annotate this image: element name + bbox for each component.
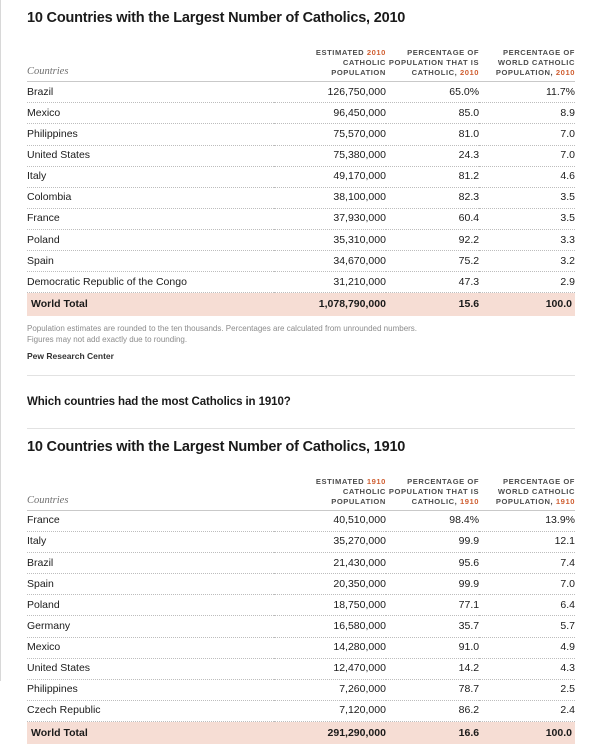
col-header-year: 1910 bbox=[555, 496, 575, 506]
catholics-2010-table bbox=[27, 48, 575, 316]
cell-pct-world: 3.2 bbox=[479, 251, 575, 272]
table-2-body bbox=[27, 510, 575, 744]
col-header-line1: PERCENTAGE OF bbox=[503, 47, 575, 57]
table-row bbox=[27, 553, 575, 574]
cell-country: United States bbox=[27, 658, 274, 679]
cell-pct-world: 7.4 bbox=[479, 553, 575, 574]
table-row bbox=[27, 145, 575, 166]
table-row bbox=[27, 510, 575, 531]
table-1-header bbox=[27, 48, 575, 82]
content-wrapper bbox=[1, 0, 600, 744]
cell-total-pct-catholic: 15.6 bbox=[386, 293, 479, 316]
cell-pct-world: 7.0 bbox=[479, 145, 575, 166]
col-header-line1: PERCENTAGE OF bbox=[407, 47, 480, 57]
cell-pct-catholic: 78.7 bbox=[386, 679, 479, 700]
col-header-line2: WORLD CATHOLIC bbox=[497, 486, 575, 496]
cell-population: 49,170,000 bbox=[274, 166, 386, 187]
cell-pct-world: 5.7 bbox=[479, 616, 575, 637]
cell-pct-catholic: 95.6 bbox=[386, 553, 479, 574]
cell-population: 7,260,000 bbox=[274, 679, 386, 700]
cell-population: 126,750,000 bbox=[274, 82, 386, 103]
col-header-line2: WORLD CATHOLIC bbox=[497, 57, 575, 67]
cell-country: Philippines bbox=[27, 679, 274, 700]
col-header-countries: Countries bbox=[27, 48, 274, 82]
col-header-year: 1910 bbox=[366, 476, 386, 486]
table-row bbox=[27, 82, 575, 103]
catholics-1910-table bbox=[27, 477, 575, 744]
cell-pct-catholic: 86.2 bbox=[386, 700, 479, 721]
question-heading: Which countries had the most Catholics in 1910? bbox=[27, 395, 291, 408]
table-row bbox=[27, 679, 575, 700]
table-row bbox=[27, 595, 575, 616]
spacer bbox=[27, 376, 575, 396]
cell-country: Germany bbox=[27, 616, 274, 637]
cell-pct-world: 2.4 bbox=[479, 700, 575, 721]
cell-pct-catholic: 82.3 bbox=[386, 187, 479, 208]
table-1-body bbox=[27, 82, 575, 316]
col-header-countries: Countries bbox=[27, 477, 274, 511]
spacer bbox=[27, 457, 575, 477]
table-2-header bbox=[27, 477, 575, 511]
cell-population: 14,280,000 bbox=[274, 637, 386, 658]
cell-population: 7,120,000 bbox=[274, 700, 386, 721]
col-header-line3: CATHOLIC, bbox=[411, 496, 458, 506]
col-header-pct-catholic bbox=[386, 48, 479, 82]
cell-pct-world: 4.9 bbox=[479, 637, 575, 658]
cell-pct-catholic: 92.2 bbox=[386, 230, 479, 251]
col-header-line3: POPULATION bbox=[331, 68, 386, 78]
cell-population: 20,350,000 bbox=[274, 574, 386, 595]
cell-country: France bbox=[27, 208, 274, 229]
cell-country: Philippines bbox=[27, 124, 274, 145]
table-row bbox=[27, 574, 575, 595]
cell-country: Spain bbox=[27, 574, 274, 595]
cell-pct-catholic: 14.2 bbox=[386, 658, 479, 679]
cell-pct-catholic: 60.4 bbox=[386, 208, 479, 229]
table-row bbox=[27, 230, 575, 251]
cell-population: 18,750,000 bbox=[274, 595, 386, 616]
table-row bbox=[27, 208, 575, 229]
cell-country: Poland bbox=[27, 595, 274, 616]
cell-pct-world: 7.0 bbox=[479, 574, 575, 595]
table-1-title: 10 Countries with the Largest Number of Catholics, 2010 bbox=[27, 10, 406, 26]
table-row bbox=[27, 166, 575, 187]
cell-total-population: 291,290,000 bbox=[274, 722, 386, 744]
cell-population: 96,450,000 bbox=[274, 103, 386, 124]
cell-population: 16,580,000 bbox=[274, 616, 386, 637]
cell-country: Brazil bbox=[27, 553, 274, 574]
cell-population: 34,670,000 bbox=[274, 251, 386, 272]
cell-population: 31,210,000 bbox=[274, 272, 386, 293]
col-header-pct-world bbox=[479, 477, 575, 511]
cell-total-label: World Total bbox=[27, 722, 274, 744]
col-header-year: 1910 bbox=[459, 496, 480, 506]
cell-population: 37,930,000 bbox=[274, 208, 386, 229]
table-row bbox=[27, 187, 575, 208]
cell-pct-catholic: 77.1 bbox=[386, 595, 479, 616]
col-header-line2: CATHOLIC bbox=[342, 57, 386, 67]
cell-total-pct-world: 100.0 bbox=[479, 722, 575, 744]
table-row bbox=[27, 700, 575, 721]
cell-country: Mexico bbox=[27, 637, 274, 658]
cell-pct-world: 7.0 bbox=[479, 124, 575, 145]
spacer bbox=[27, 408, 575, 428]
table-row bbox=[27, 616, 575, 637]
col-header-year: 2010 bbox=[555, 68, 575, 78]
cell-pct-catholic: 24.3 bbox=[386, 145, 479, 166]
cell-pct-catholic: 75.2 bbox=[386, 251, 479, 272]
cell-pct-catholic: 81.0 bbox=[386, 124, 479, 145]
cell-pct-world: 2.9 bbox=[479, 272, 575, 293]
cell-population: 75,380,000 bbox=[274, 145, 386, 166]
table-row bbox=[27, 103, 575, 124]
cell-pct-world: 13.9% bbox=[479, 510, 575, 531]
col-header-line2: CATHOLIC bbox=[342, 486, 386, 496]
cell-population: 75,570,000 bbox=[274, 124, 386, 145]
col-header-year: 2010 bbox=[459, 68, 480, 78]
cell-country: Mexico bbox=[27, 103, 274, 124]
cell-pct-world: 6.4 bbox=[479, 595, 575, 616]
col-header-line1: PERCENTAGE OF bbox=[503, 476, 575, 486]
cell-total-pct-world: 100.0 bbox=[479, 293, 575, 316]
col-header-line1: ESTIMATED bbox=[315, 47, 365, 57]
cell-country: Democratic Republic of the Congo bbox=[27, 272, 274, 293]
cell-country: Italy bbox=[27, 166, 274, 187]
spacer bbox=[27, 28, 575, 48]
table-1-note bbox=[27, 316, 575, 346]
note-line-2: Figures may not add exactly due to rounding. bbox=[27, 335, 188, 345]
cell-pct-catholic: 98.4% bbox=[386, 510, 479, 531]
cell-population: 38,100,000 bbox=[274, 187, 386, 208]
col-header-line3: POPULATION bbox=[331, 496, 386, 506]
cell-pct-catholic: 91.0 bbox=[386, 637, 479, 658]
cell-country: United States bbox=[27, 145, 274, 166]
source-attribution: Pew Research Center bbox=[27, 350, 114, 361]
cell-population: 40,510,000 bbox=[274, 510, 386, 531]
cell-pct-catholic: 99.9 bbox=[386, 531, 479, 552]
col-header-pct-catholic bbox=[386, 477, 479, 511]
table-row bbox=[27, 251, 575, 272]
cell-total-population: 1,078,790,000 bbox=[274, 293, 386, 316]
col-header-line3: POPULATION, bbox=[495, 496, 554, 506]
col-header-line2: POPULATION THAT IS bbox=[388, 486, 480, 496]
cell-country: France bbox=[27, 510, 274, 531]
col-header-population bbox=[274, 477, 386, 511]
cell-country: Italy bbox=[27, 531, 274, 552]
table-row bbox=[27, 658, 575, 679]
cell-pct-world: 12.1 bbox=[479, 531, 575, 552]
cell-pct-catholic: 35.7 bbox=[386, 616, 479, 637]
cell-pct-catholic: 81.2 bbox=[386, 166, 479, 187]
table-total-row bbox=[27, 293, 575, 316]
cell-country: Colombia bbox=[27, 187, 274, 208]
cell-country: Poland bbox=[27, 230, 274, 251]
cell-pct-world: 3.5 bbox=[479, 187, 575, 208]
col-header-pct-world bbox=[479, 48, 575, 82]
cell-pct-world: 2.5 bbox=[479, 679, 575, 700]
col-header-population bbox=[274, 48, 386, 82]
col-header-line3: CATHOLIC, bbox=[411, 68, 458, 78]
col-header-line1: ESTIMATED bbox=[315, 476, 365, 486]
table-total-row bbox=[27, 722, 575, 744]
col-header-line2: POPULATION THAT IS bbox=[388, 57, 480, 67]
table-2-title: 10 Countries with the Largest Number of Catholics, 1910 bbox=[27, 438, 406, 455]
cell-country: Brazil bbox=[27, 82, 274, 103]
col-header-line3: POPULATION, bbox=[495, 68, 554, 78]
cell-pct-world: 4.3 bbox=[479, 658, 575, 679]
col-header-line1: PERCENTAGE OF bbox=[407, 476, 480, 486]
table-row bbox=[27, 124, 575, 145]
cell-pct-world: 8.9 bbox=[479, 103, 575, 124]
cell-country: Czech Republic bbox=[27, 700, 274, 721]
cell-population: 21,430,000 bbox=[274, 553, 386, 574]
cell-population: 35,310,000 bbox=[274, 230, 386, 251]
cell-population: 35,270,000 bbox=[274, 531, 386, 552]
note-line-1: Population estimates are rounded to the ten thousands. Percentages are calculated from unrounded numbers. bbox=[27, 323, 418, 333]
cell-pct-catholic: 65.0% bbox=[386, 82, 479, 103]
table-header-row bbox=[27, 48, 575, 82]
cell-pct-world: 11.7% bbox=[479, 82, 575, 103]
cell-total-pct-catholic: 16.6 bbox=[386, 722, 479, 744]
table-header-row bbox=[27, 477, 575, 511]
cell-pct-world: 4.6 bbox=[479, 166, 575, 187]
table-row bbox=[27, 637, 575, 658]
table-row bbox=[27, 531, 575, 552]
cell-pct-catholic: 85.0 bbox=[386, 103, 479, 124]
cell-population: 12,470,000 bbox=[274, 658, 386, 679]
cell-pct-catholic: 47.3 bbox=[386, 272, 479, 293]
cell-country: Spain bbox=[27, 251, 274, 272]
cell-pct-catholic: 99.9 bbox=[386, 574, 479, 595]
cell-total-label: World Total bbox=[27, 293, 274, 316]
spacer bbox=[27, 361, 575, 375]
cell-pct-world: 3.5 bbox=[479, 208, 575, 229]
table-row bbox=[27, 272, 575, 293]
col-header-year: 2010 bbox=[366, 47, 386, 57]
cell-pct-world: 3.3 bbox=[479, 230, 575, 251]
